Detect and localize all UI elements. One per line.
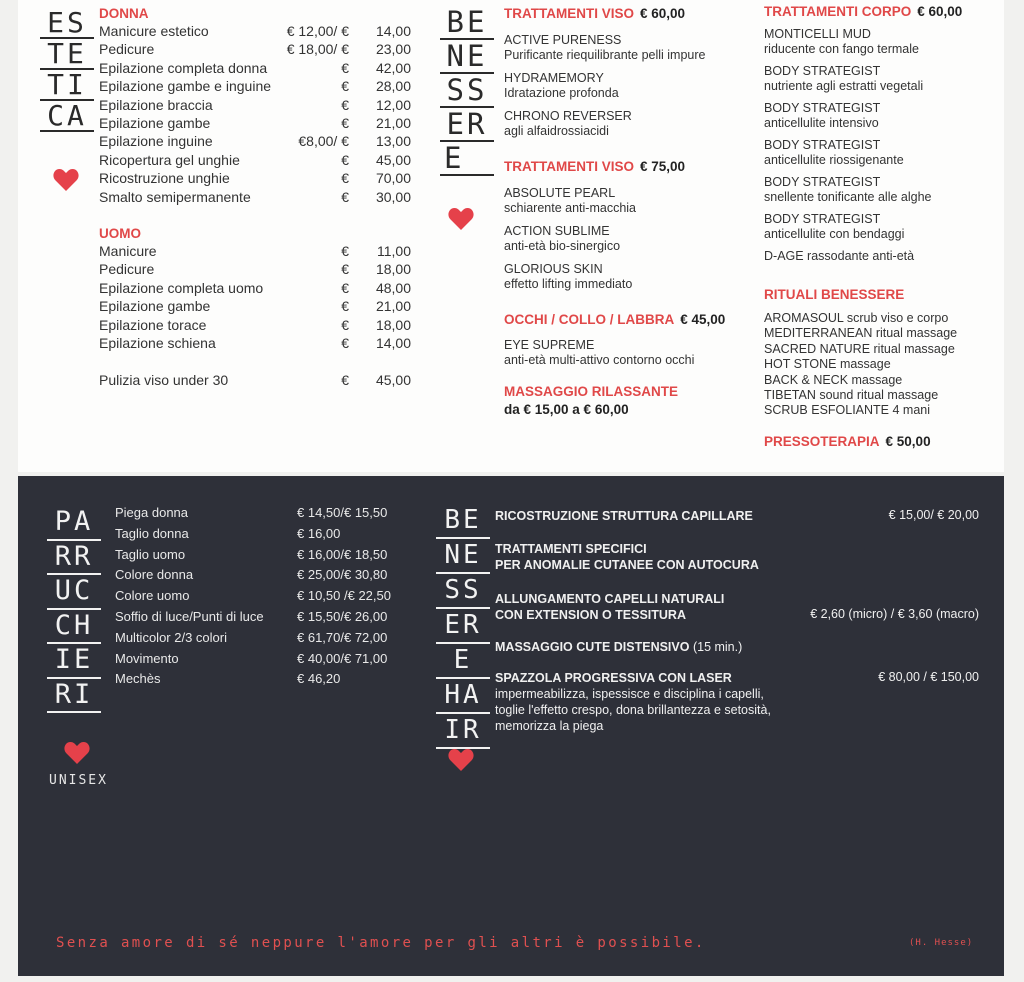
price-prefix: € [341,114,349,131]
ritual-item: HOT STONE massage [764,357,891,372]
heart-icon [448,207,474,231]
treatment-name: ACTIVE PURENESS [504,33,622,47]
vertical-title-syllable: HA [436,679,490,714]
treatment-desc: schiarente anti-macchia [504,201,637,215]
vertical-title-syllable: ER [440,108,494,142]
treatment-desc: anticellulite con bendaggi [764,227,905,241]
price-prefix: € [341,78,349,95]
price-value: 14,00 [375,334,411,351]
massaggio-rilassante-title: MASSAGGIO RILASSANTE [504,384,679,399]
treatment-desc: snellente tonificante alle alghe [764,190,932,204]
price-row [115,567,415,588]
price-value: 45,00 [375,151,411,168]
vertical-title-syllable: BE [436,504,490,539]
price-value: 45,00 [375,372,411,388]
price-prefix: € [341,188,349,205]
price-value: 14,00 [375,23,411,39]
price-row [99,23,411,41]
treatment-desc: effetto lifting immediato [504,277,633,291]
vertical-title-syllable: BE [440,6,494,40]
hair-item-trattamenti-specifici: TRATTAMENTI SPECIFICI PER ANOMALIE CUTANEE CON AUTOCURA [495,542,759,572]
price-row [99,243,411,261]
treatment-name: BODY STRATEGIST [764,64,881,78]
ritual-item: SCRUB ESFOLIANTE 4 mani [764,403,931,418]
treatment-name: D-AGE rassodante anti-età [764,249,915,263]
service-name: Epilazione gambe e inguine [99,78,272,95]
price-row [115,505,415,526]
price-value: 30,00 [375,188,411,205]
price-row [99,97,411,115]
service-name: Multicolor 2/3 colori [115,629,227,645]
price-prefix: € [341,372,349,388]
ritual-item: SACRED NATURE ritual massage [764,341,955,356]
treatment-name: GLORIOUS SKIN [504,262,603,276]
service-name: Epilazione torace [99,316,207,333]
treatment-item [764,27,1000,57]
vertical-title-syllable: UC [47,575,101,610]
price-prefix: € [341,261,349,278]
treatment-desc: anti-età bio-sinergico [504,239,621,253]
ritual-item: MEDITERRANEAN ritual massage [764,326,958,341]
trattamenti-viso-60-list [504,33,754,147]
treatment-desc: Purificante riequilibrante pelli impure [504,48,706,62]
price-prefix: € [341,59,349,76]
price-value: 13,00 [375,133,411,150]
price-row [99,152,411,170]
vertical-title-syllable: TI [40,70,94,101]
treatment-desc: anticellulite riossigenante [764,153,904,167]
treatment-desc: Idratazione profonda [504,86,619,100]
price-value: € 15,50/€ 26,00 [297,608,388,624]
ritual-item: BACK & NECK massage [764,372,903,387]
price-value: € 25,00/€ 30,80 [297,567,388,583]
parrucchieri-price-list [115,505,415,692]
price-prefix: € [341,243,349,259]
price-row [99,335,411,353]
pulizia-viso-row [99,372,411,390]
service-name: Epilazione gambe [99,114,211,131]
price-row [115,630,415,651]
price-row [115,651,415,672]
uomo-section-title: UOMO [99,226,141,241]
service-name: Taglio donna [115,525,189,541]
treatment-item [504,186,754,216]
price-row [115,547,415,568]
vertical-title-syllable: SS [440,74,494,108]
treatment-name: ACTION SUBLIME [504,224,610,238]
service-name: Epilazione completa donna [99,59,268,76]
vertical-title-syllable: CA [40,101,94,132]
price-value: 48,00 [375,279,411,296]
vertical-title-syllable: ER [436,609,490,644]
treatment-item [764,138,1000,168]
service-name: Smalto semipermanente [99,188,251,205]
heart-icon [64,741,90,765]
service-name: Manicure [99,243,157,259]
price-value: € 61,70/€ 72,00 [297,629,388,645]
service-name: Ricostruzione unghie [99,170,230,187]
benessere-vertical-title [440,6,494,176]
price-row [99,280,411,298]
vertical-title-syllable: RR [47,541,101,576]
benessere-hair-vertical-title [436,504,490,749]
service-name: Pulizia viso under 30 [99,372,229,388]
service-name: Movimento [115,650,179,666]
vertical-title-syllable: RI [47,679,101,714]
hair-item-allungamento: ALLUNGAMENTO CAPELLI NATURALI CON EXTENSION O TESSITURA € 2,60 (micro) / € 3,60 (macro) [495,592,979,622]
price-row [99,133,411,151]
price-prefix: € [341,170,349,187]
ritual-item: TIBETAN sound ritual massage [764,388,939,403]
treatment-desc: anticellulite intensivo [764,116,879,130]
service-name: Epilazione gambe [99,298,211,315]
treatment-item [764,212,1000,242]
trattamenti-viso-60-title: TRATTAMENTI VISO € 60,00 [504,6,686,21]
price-value: € 46,20 [297,671,341,687]
treatment-item [764,249,1000,264]
service-name: Soffio di luce/Punti di luce [115,608,264,624]
treatment-item [504,262,754,292]
service-name: Pedicure [99,41,155,58]
price-value: € 10,50 /€ 22,50 [297,588,391,604]
price-row [99,78,411,96]
heart-icon [53,168,79,192]
treatment-item [764,64,1000,94]
price-value: € 14,50/€ 15,50 [297,505,388,520]
price-row [115,671,415,692]
price-prefix: € [341,279,349,296]
rituali-benessere-title: RITUALI BENESSERE [764,287,905,302]
price-value: 28,00 [375,78,411,95]
price-value: € 16,00/€ 18,50 [297,546,388,562]
parrucchieri-vertical-title [47,506,101,713]
service-name: Colore uomo [115,588,190,604]
treatment-desc: anti-età multi-attivo contorno occhi [504,353,695,367]
price-value: 23,00 [375,41,411,58]
price-value: 21,00 [375,298,411,315]
price-row [115,609,415,630]
price-value: € 40,00/€ 71,00 [297,650,388,666]
trattamenti-viso-75-title: TRATTAMENTI VISO € 75,00 [504,159,686,174]
unisex-label: UNISEX [49,773,108,788]
service-name: Ricopertura gel unghie [99,151,240,168]
service-name: Colore donna [115,567,194,583]
hair-item-massaggio-cute: MASSAGGIO CUTE DISTENSIVO (15 min.) [495,640,743,654]
quote-author: (H. Hesse) [909,938,974,948]
treatment-name: BODY STRATEGIST [764,101,881,115]
trattamenti-corpo-title: TRATTAMENTI CORPO € 60,00 [764,4,963,19]
occhi-collo-labbra-title: OCCHI / COLLO / LABBRA € 45,00 [504,312,726,327]
service-name: Epilazione inguine [99,133,213,150]
ritual-item: AROMASOUL scrub viso e corpo [764,311,949,325]
price-row [115,526,415,547]
treatment-item [504,338,754,368]
treatment-name: MONTICELLI MUD [764,27,871,41]
treatment-item [504,109,754,139]
treatment-name: CHRONO REVERSER [504,109,632,123]
price-prefix: € [341,334,349,351]
price-row [99,298,411,316]
price-value: 12,00 [375,96,411,113]
occhi-collo-labbra-list [504,338,754,376]
treatment-desc: riducente con fango termale [764,42,919,56]
donna-section-title: DONNA [99,6,149,21]
vertical-title-syllable: NE [436,539,490,574]
service-name: Manicure estetico [99,23,209,39]
treatment-desc: agli alfaidrossiacidi [504,124,609,138]
treatment-desc: nutriente agli estratti vegetali [764,79,924,93]
trattamenti-viso-75-list [504,186,754,300]
massaggio-rilassante-price: da € 15,00 a € 60,00 [504,402,629,417]
vertical-title-syllable: E [440,142,494,176]
estetica-vertical-title [40,8,94,132]
vertical-title-syllable: E [436,644,490,679]
donna-price-list [99,23,411,207]
treatment-item [764,101,1000,131]
pressoterapia-title: PRESSOTERAPIA € 50,00 [764,434,931,449]
trattamenti-corpo-list [764,27,1000,271]
treatment-name: EYE SUPREME [504,338,595,352]
treatment-item [764,175,1000,205]
service-name: Epilazione braccia [99,96,213,113]
price-row [99,170,411,188]
vertical-title-syllable: IR [436,714,490,749]
rituali-benessere-list [764,311,1000,419]
service-name: Mechès [115,671,161,687]
vertical-title-syllable: TE [40,39,94,70]
price-row [99,189,411,207]
service-name: Epilazione schiena [99,334,216,351]
vertical-title-syllable: ES [40,8,94,39]
heart-icon [448,748,474,772]
treatment-item [504,224,754,254]
price-row [99,317,411,335]
vertical-title-syllable: IE [47,644,101,679]
treatment-name: BODY STRATEGIST [764,175,881,189]
price-prefix: € [341,96,349,113]
treatment-name: BODY STRATEGIST [764,138,881,152]
price-value: 21,00 [375,114,411,131]
vertical-title-syllable: CH [47,610,101,645]
uomo-price-list [99,243,411,353]
hair-item-ricostruzione: RICOSTRUZIONE STRUTTURA CAPILLARE € 15,00/ € 20,00 [495,508,979,523]
treatment-item [504,33,754,63]
price-prefix: € [341,298,349,315]
price-prefix: € [341,316,349,333]
price-value: 18,00 [375,316,411,333]
price-value: € 16,00 [297,525,341,541]
treatment-name: HYDRAMEMORY [504,71,604,85]
treatment-name: ABSOLUTE PEARL [504,186,616,200]
price-prefix: € [341,151,349,168]
treatment-item [504,71,754,101]
price-prefix: € 18,00/ € [286,41,349,58]
price-value: 11,00 [377,243,411,259]
price-value: 70,00 [375,170,411,187]
service-name: Pedicure [99,261,155,278]
price-row [99,115,411,133]
price-row [99,41,411,59]
treatment-name: BODY STRATEGIST [764,212,881,226]
vertical-title-syllable: PA [47,506,101,541]
price-prefix: € 12,00/ € [286,23,349,39]
price-prefix: €8,00/ € [298,133,349,150]
hesse-quote: Senza amore di sé neppure l'amore per gli altri è possibile. [56,935,706,951]
vertical-title-syllable: NE [440,40,494,74]
price-row [99,261,411,279]
price-row [99,372,411,390]
service-name: Epilazione completa uomo [99,279,264,296]
service-name: Taglio uomo [115,546,186,562]
vertical-title-syllable: SS [436,574,490,609]
price-row [99,60,411,78]
price-row [115,588,415,609]
price-value: 18,00 [375,261,411,278]
hair-item-spazzola-laser: SPAZZOLA PROGRESSIVA CON LASER impermeabilizza, ispessisce e disciplina i capelli, toglie l'effetto crespo, dona brillantezza e setosità, memorizza la piega € 80,00 / € 150,00 [495,670,979,733]
price-value: 42,00 [375,59,411,76]
service-name: Piega donna [115,505,189,520]
